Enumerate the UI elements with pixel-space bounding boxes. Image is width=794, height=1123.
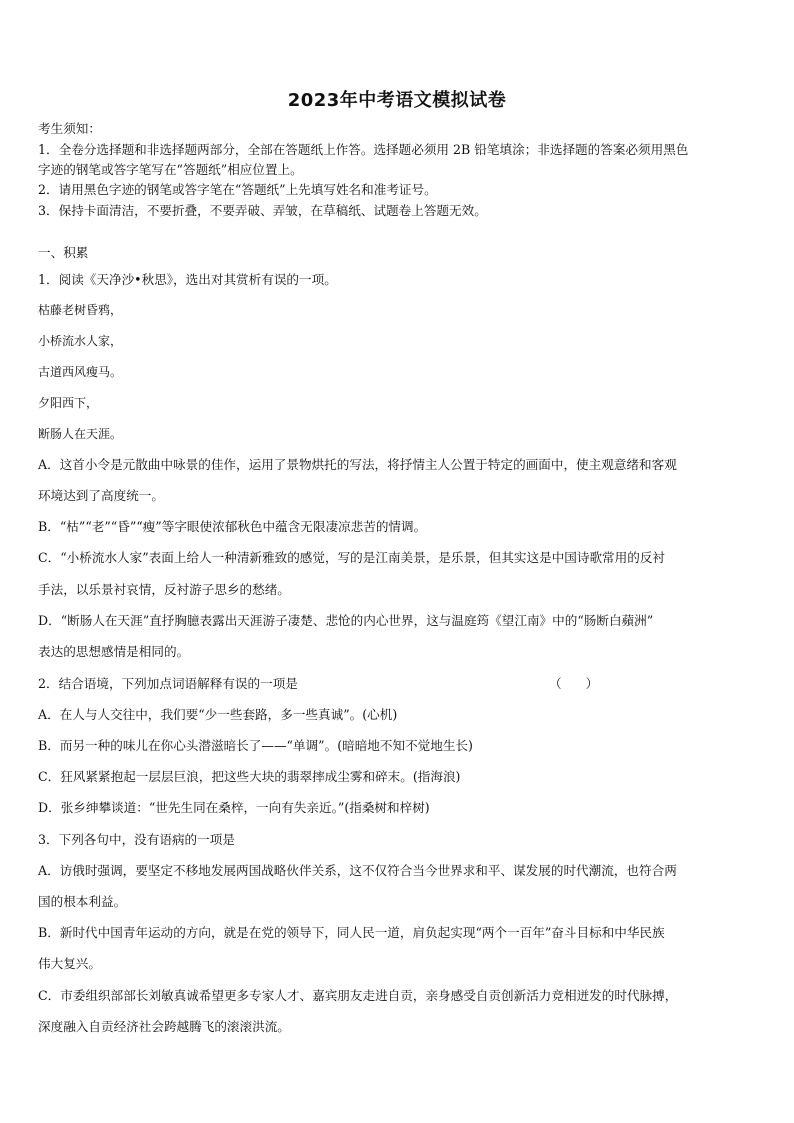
question-1-option: C．“小桥流水人家”表面上给人一种清新雅致的感觉，写的是江南美景，是乐景，但其实这是中国诗歌常用的反衬 — [38, 550, 666, 565]
question-2-option: D．张乡绅攀谈道：“世先生同在桑梓，一向有失亲近。”(指桑树和梓树) — [38, 800, 430, 815]
notice-item: 2．请用黑色字迹的钢笔或答字笔在“答题纸”上先填写姓名和准考证号。 — [38, 182, 437, 197]
question-2-stem: 2．结合语境，下列加点词语解释有误的一项是 — [38, 676, 298, 691]
question-3-option: A．访俄时强调，要坚定不移地发展两国战略伙伴关系，这不仅符合当今世界求和平、谋发展的时代潮流，也符合两 — [38, 863, 677, 878]
notice-heading: 考生须知： — [38, 121, 101, 136]
poem-line: 夕阳西下， — [38, 396, 99, 410]
question-2-option: C．狂风紧紧抱起一层层巨浪，把这些大块的翡翠摔成尘雾和碎末。(指海浪) — [38, 769, 461, 784]
question-3-option: B．新时代中国青年运动的方向，就是在党的领导下，同人民一道，肩负起实现“两个一百年”奋斗目标和中华民族 — [38, 925, 665, 940]
section-heading: 一、积累 — [38, 245, 89, 260]
notice-item: 字迹的钢笔或答字笔写在“答题纸”相应位置上。 — [38, 162, 303, 177]
question-1-option: 手法，以乐景衬哀情，反衬游子思乡的愁绪。 — [38, 582, 290, 597]
poem-line: 枯藤老树昏鸦， — [38, 303, 123, 317]
question-3-option: C．市委组织部部长刘敏真诚希望更多专家人才、嘉宾朋友走进自贡，亲身感受自贡创新活力竞相迸发的时代脉搏， — [38, 988, 678, 1003]
question-3-option: 深度融入自贡经济社会跨越腾飞的滚滚洪流。 — [38, 1019, 290, 1034]
question-1-option: D．“断肠人在天涯”直抒胸臆表露出天涯游子凄楚、悲怆的内心世界，这与温庭筠《望江南》中的“肠断白蘋洲” — [38, 613, 654, 628]
question-2-option: B．而另一种的味儿在你心头潜滋暗长了——“单调”。(暗暗地不知不觉地生长) — [38, 738, 473, 753]
notice-item: 1．全卷分选择题和非选择题两部分，全部在答题纸上作答。选择题必须用 2B 铅笔填涂；非选择题的答案必须用黑色 — [38, 142, 689, 157]
question-1-option: A．这首小令是元散曲中咏景的佳作，运用了景物烘托的写法，将抒情主人公置于特定的画面中，使主观意绪和客观 — [38, 457, 677, 472]
poem-line: 断肠人在天涯。 — [38, 427, 123, 441]
exam-title: 2023年中考语文模拟试卷 — [287, 90, 507, 111]
poem-line: 古道西风瘦马。 — [38, 365, 123, 379]
question-3-stem: 3．下列各句中，没有语病的一项是 — [38, 832, 235, 847]
notice-item: 3．保持卡面清洁，不要折叠，不要弄破、弄皱，在草稿纸、试题卷上答题无效。 — [38, 203, 487, 218]
question-1-option: 环境达到了高度统一。 — [38, 488, 164, 503]
question-3-option: 国的根本利益。 — [38, 894, 127, 909]
question-1-option: B．“枯”“老”“昏”“瘦”等字眼使浓郁秋色中蕴含无限凄凉悲苦的情调。 — [38, 519, 427, 534]
question-2-option: A．在人与人交往中，我们要“少一些套路，多一些真诚”。(心机) — [38, 707, 398, 722]
question-3-option: 伟大复兴。 — [38, 956, 101, 971]
question-1-option: 表达的思想感情是相同的。 — [38, 644, 190, 659]
question-1-stem: 1．阅读《天净沙•秋思》，选出对其赏析有误的一项。 — [38, 272, 337, 287]
answer-blank: （ ） — [549, 676, 599, 691]
poem-line: 小桥流水人家， — [38, 334, 123, 348]
